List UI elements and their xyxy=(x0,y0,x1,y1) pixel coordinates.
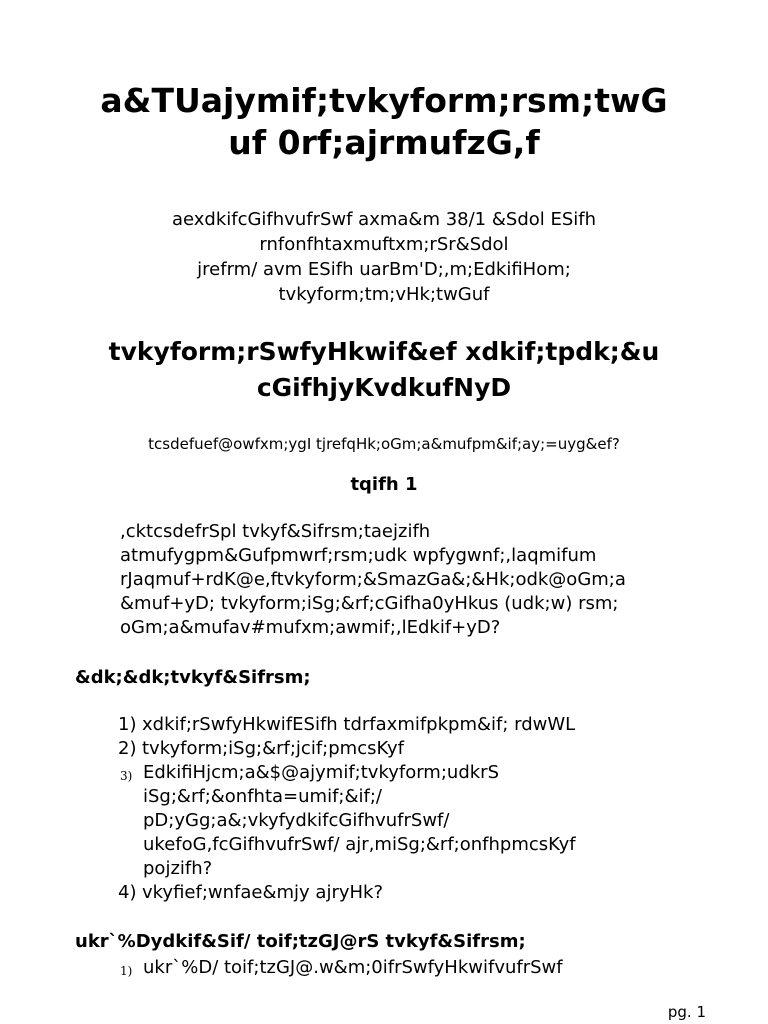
list-item-continuation: pD;yGg;a&;vkyfydkifcGifhvufrSwf/ xyxy=(143,810,450,831)
list-item-continuation: pojzifh? xyxy=(143,858,213,879)
title-line-1: a&TUajymif;tvkyform;rsm;twG xyxy=(100,81,668,120)
list-item-number: 4) xyxy=(118,882,137,903)
subtitle-line-2: rnfonfhtaxmuftxm;rSr&Sdol xyxy=(259,234,509,255)
list-item-number: 1) xyxy=(120,964,133,978)
document-title xyxy=(0,80,768,164)
list-item: ukr`%D/ toif;tzGJ@.w&m;0ifrSwfyHkwifvufrSwf xyxy=(143,957,563,978)
body-paragraph xyxy=(120,520,626,640)
list-item-number: 3) xyxy=(120,769,133,783)
page-number: pg. 1 xyxy=(667,1003,706,1021)
section-heading-line-2: cGifhjyKvdkufNyD xyxy=(256,373,512,402)
list-item-number: 1) xyxy=(118,714,137,735)
list-heading-employers: &dk;&dk;tvkyf&Sifrsm; xyxy=(75,667,311,688)
paragraph-line-1: ,cktcsdefrSpl tvkyf&Sifrsm;taejzifh xyxy=(120,521,431,542)
instruction-text: tcsdefuef@owfxm;ygI tjrefqHk;oGm;a&mufpm&if;ay;=uyg&ef? xyxy=(148,435,620,453)
list-item-continuation: ukefoG,fcGifhvufrSwf/ ajr,miSg;&rf;onfhpmcsKyf xyxy=(143,834,576,855)
paragraph-line-4: &muf+yD; tvkyform;iSg;&rf;cGifha0yHkus (udk;w) rsm; xyxy=(120,593,619,614)
subtitle-line-4: tvkyform;tm;vHk;twGuf xyxy=(278,284,490,305)
list-item: vkyfief;wnfae&mjy ajryHk? xyxy=(142,882,384,903)
list-item: xdkif;rSwfyHkwifESifh tdrfaxmifpkpm&if; rdwWL xyxy=(142,714,576,735)
subtitle-line-1: aexdkifcGifhvufrSwf axma&m 38/1 &Sdol ESifh xyxy=(171,209,597,230)
paragraph-line-3: rJaqmuf+rdK@e,ftvkyform;&SmazGa&;&Hk;odk@oGm;a xyxy=(120,569,626,590)
subtitle-block xyxy=(0,207,768,307)
section-heading xyxy=(0,334,768,406)
list-item: EdkifiHjcm;a&$@ajymif;tvkyform;udkrS xyxy=(143,762,499,783)
list-item-number: 2) xyxy=(118,738,137,759)
subtitle-line-3: jrefrm/ avm ESifh uarBm'D;,m;EdkifiHom; xyxy=(197,259,571,280)
title-line-2: uf 0rf;ajrmufzG,f xyxy=(228,123,540,162)
step-heading: tqifh 1 xyxy=(350,474,418,495)
list-heading-companies: ukr`%Dydkif&Sif/ toif;tzGJ@rS tvkyf&Sifrsm; xyxy=(75,931,526,952)
paragraph-line-5: oGm;a&mufav#mufxm;awmif;,lEdkif+yD? xyxy=(120,617,501,638)
list-item: tvkyform;iSg;&rf;jcif;pmcsKyf xyxy=(142,738,404,759)
paragraph-line-2: atmufygpm&Gufpmwrf;rsm;udk wpfygwnf;,laqmifum xyxy=(120,545,597,566)
list-item-continuation: iSg;&rf;&onfhta=umif;&if;/ xyxy=(143,786,382,807)
section-heading-line-1: tvkyform;rSwfyHkwif&ef xdkif;tpdk;&u xyxy=(108,337,660,366)
